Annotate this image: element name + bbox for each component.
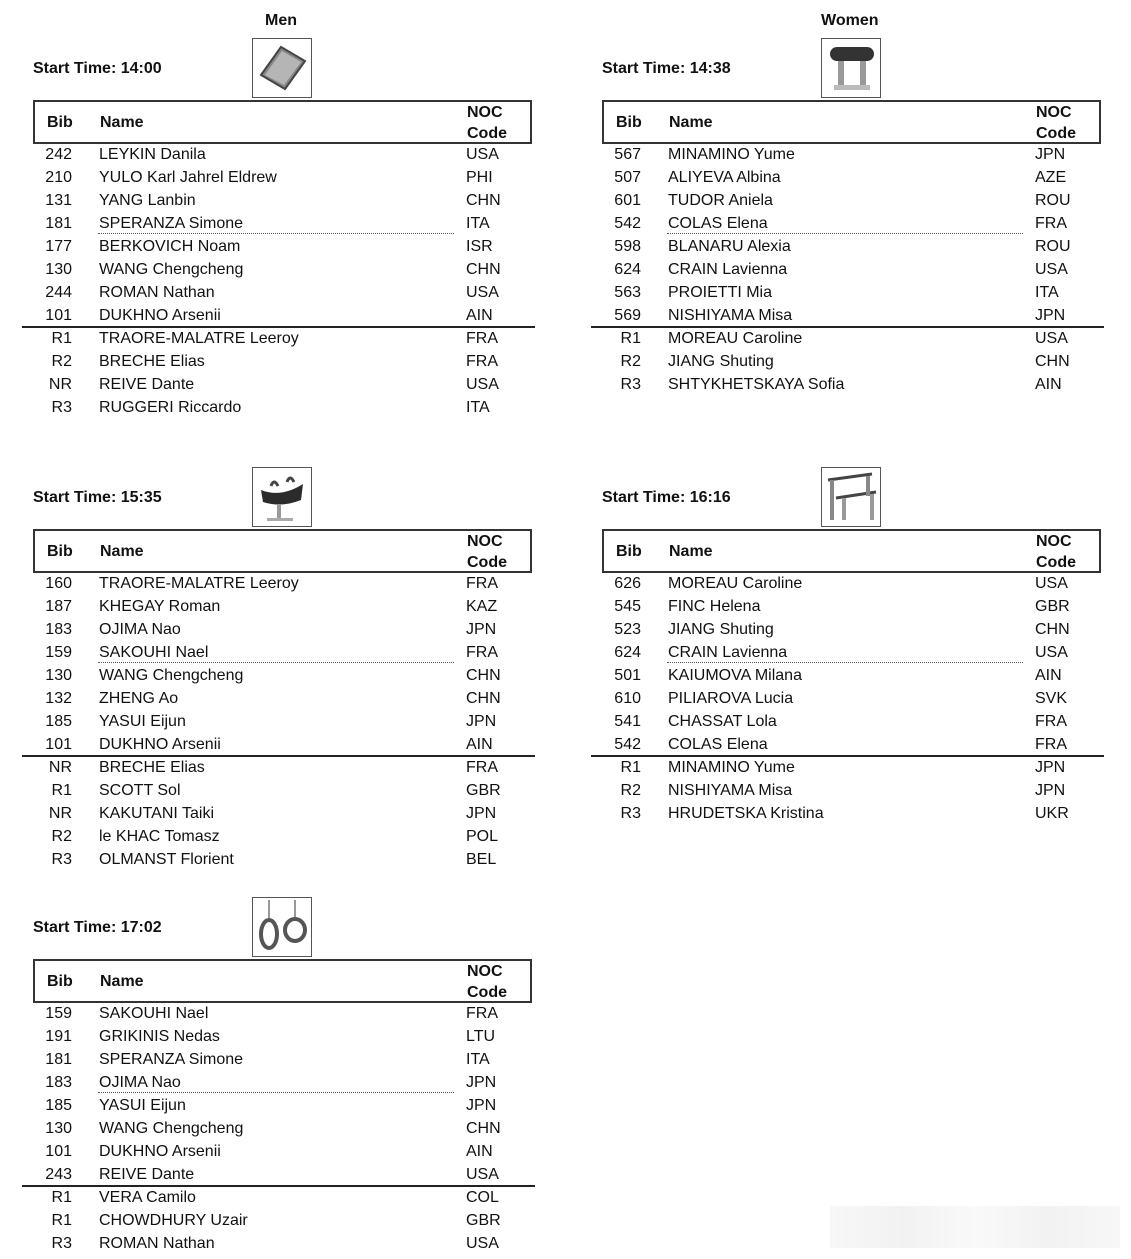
athlete-name: FINC Helena [668,598,761,615]
athlete-row [32,145,542,168]
athlete-row [601,283,1111,306]
apparatus-icon-frame [252,467,312,527]
athlete-name: BLANARU Alexia [668,238,791,255]
bib-number: 601 [614,192,641,209]
reserves-divider [22,326,535,328]
athlete-row [601,620,1111,643]
header-noc-code [1036,531,1076,573]
bib-number: 542 [614,736,641,753]
athlete-row [32,597,542,620]
athlete-name: ROMAN Nathan [99,284,215,301]
bib-number: 242 [45,146,72,163]
header-noc-line2: Code [467,125,507,142]
noc-code: USA [466,1166,499,1183]
athlete-name: KAKUTANI Taiki [99,805,214,822]
reserve-row [601,804,1111,827]
athlete-row [32,1142,542,1165]
bib-number: 130 [45,1120,72,1137]
athlete-name: KHEGAY Roman [99,598,221,615]
athlete-row [32,620,542,643]
header-name: Name [100,114,144,131]
table-header [602,100,1101,144]
bib-number: R1 [620,759,641,776]
bib-number: R1 [51,782,72,799]
noc-code: AIN [466,1143,493,1160]
bib-number: 183 [45,621,72,638]
table-header [33,529,532,573]
bib-number: NR [48,759,72,776]
blurred-watermark [830,1206,1120,1248]
bib-number: 624 [614,644,641,661]
dotted-divider [98,233,454,234]
athlete-name: LEYKIN Danila [99,146,206,163]
header-bib: Bib [616,543,642,560]
reserve-row [32,1234,542,1257]
athlete-name: REIVE Dante [99,376,195,393]
header-noc-code [1036,102,1076,144]
noc-code: ISR [466,238,493,255]
athlete-name: VERA Camilo [99,1189,196,1206]
noc-code: ITA [1035,284,1059,301]
dotted-divider [98,1092,454,1093]
athlete-row [32,191,542,214]
reserve-row [32,827,542,850]
noc-code: JPN [466,713,497,730]
reserve-row [32,1211,542,1234]
dotted-divider [667,662,1023,663]
noc-code: USA [466,376,499,393]
header-noc-line1: NOC [467,963,503,980]
bib-number: R1 [51,1212,72,1229]
athlete-name: MOREAU Caroline [668,330,803,347]
reserve-row [32,352,542,375]
noc-code: JPN [466,805,497,822]
athlete-name: GRIKINIS Nedas [99,1028,220,1045]
athlete-row [601,574,1111,597]
bib-number: R3 [620,805,641,822]
bib-number: NR [48,376,72,393]
noc-code: FRA [466,330,498,347]
athlete-name: MOREAU Caroline [668,575,803,592]
athlete-name: TRAORE-MALATRE Leeroy [99,575,299,592]
header-bib: Bib [47,973,73,990]
reserve-row [601,375,1111,398]
apparatus-icon-frame [252,38,312,98]
noc-code: SVK [1035,690,1068,707]
bib-number: 101 [45,307,72,324]
bib-number: 181 [45,215,72,232]
noc-code: AIN [466,736,493,753]
header-noc-line1: NOC [467,104,503,121]
bib-number: R2 [51,353,72,370]
noc-code: FRA [466,759,498,776]
bib-number: 210 [45,169,72,186]
athlete-name: YULO Karl Jahrel Eldrew [99,169,277,186]
athlete-name: YASUI Eijun [99,713,186,730]
noc-code: COL [466,1189,499,1206]
athlete-name: OJIMA Nao [99,621,181,638]
athlete-name: SPERANZA Simone [99,1051,244,1068]
noc-code: CHN [466,1120,501,1137]
header-noc-code [467,102,507,144]
noc-code: AIN [1035,667,1062,684]
athlete-name: CHASSAT Lola [668,713,777,730]
athlete-name: PROIETTI Mia [668,284,773,301]
athlete-name: YANG Lanbin [99,192,196,209]
athlete-row [32,712,542,735]
apparatus-icon-frame [252,897,312,957]
reserve-row [32,804,542,827]
noc-code: JPN [1035,307,1066,324]
bib-number: R1 [51,1189,72,1206]
women-heading: Women [821,12,879,29]
noc-code: FRA [1035,713,1067,730]
athlete-name: TRAORE-MALATRE Leeroy [99,330,299,347]
bib-number: 159 [45,644,72,661]
header-name: Name [100,973,144,990]
noc-code: GBR [466,1212,501,1229]
reserves-divider [591,326,1104,328]
floor-icon [253,39,311,97]
noc-code: USA [466,146,499,163]
athlete-name: COLAS Elena [668,736,768,753]
bib-number: 132 [45,690,72,707]
bib-number: 610 [614,690,641,707]
noc-code: CHN [1035,353,1070,370]
bib-number: R3 [51,399,72,416]
noc-code: CHN [466,690,501,707]
athlete-name: YASUI Eijun [99,1097,186,1114]
reserves-divider [591,755,1104,757]
athlete-name: OLMANST Florient [99,851,234,868]
athlete-row [601,168,1111,191]
athlete-name: PILIAROVA Lucia [668,690,794,707]
rings-icon [253,898,311,956]
header-noc-line2: Code [1036,125,1076,142]
athlete-row [32,260,542,283]
athlete-row [32,1050,542,1073]
noc-code: UKR [1035,805,1069,822]
athlete-name: ZHENG Ao [99,690,179,707]
bib-number: R3 [620,376,641,393]
noc-code: ITA [466,399,490,416]
start-time: Start Time: 14:00 [33,60,162,77]
noc-code: USA [466,284,499,301]
noc-code: KAZ [466,598,498,615]
athlete-row [601,712,1111,735]
athlete-name: BRECHE Elias [99,759,205,776]
athlete-name: JIANG Shuting [668,621,774,638]
athlete-name: BERKOVICH Noam [99,238,241,255]
bib-number: 501 [614,667,641,684]
athlete-name: SCOTT Sol [99,782,181,799]
noc-code: USA [1035,330,1068,347]
bib-number: 563 [614,284,641,301]
athlete-row [601,145,1111,168]
header-name: Name [669,543,713,560]
bib-number: 244 [45,284,72,301]
noc-code: JPN [466,1097,497,1114]
bib-number: 185 [45,1097,72,1114]
noc-code: ROU [1035,192,1071,209]
athlete-row [32,168,542,191]
athlete-row [32,283,542,306]
athlete-name: le KHAC Tomasz [99,828,220,845]
reserve-row [32,850,542,873]
dotted-divider [98,662,454,663]
reserve-row [601,352,1111,375]
reserve-row [32,781,542,804]
header-noc-line1: NOC [1036,533,1072,550]
bib-number: R1 [51,330,72,347]
athlete-row [32,1096,542,1119]
start-time: Start Time: 15:35 [33,489,162,506]
header-noc-line1: NOC [1036,104,1072,121]
bib-number: 185 [45,713,72,730]
bib-number: R3 [51,1235,72,1252]
noc-code: USA [1035,644,1068,661]
bib-number: 243 [45,1166,72,1183]
bib-number: 545 [614,598,641,615]
noc-code: POL [466,828,499,845]
bib-number: 187 [45,598,72,615]
apparatus-icon-frame [821,467,881,527]
athlete-row [32,237,542,260]
athlete-row [601,237,1111,260]
header-bib: Bib [616,114,642,131]
athlete-list [32,1004,542,1257]
athlete-name: ALIYEVA Albina [668,169,781,186]
athlete-name: DUKHNO Arsenii [99,1143,221,1160]
athlete-name: WANG Chengcheng [99,1120,244,1137]
athlete-row [601,191,1111,214]
athlete-name: NISHIYAMA Misa [668,307,793,324]
men-heading: Men [265,12,297,29]
start-time: Start Time: 17:02 [33,919,162,936]
bib-number: NR [48,805,72,822]
athlete-name: HRUDETSKA Kristina [668,805,824,822]
athlete-name: CRAIN Lavienna [668,261,788,278]
bib-number: 181 [45,1051,72,1068]
reserve-row [32,398,542,421]
athlete-name: SAKOUHI Nael [99,644,209,661]
noc-code: GBR [1035,598,1070,615]
bib-number: 507 [614,169,641,186]
noc-code: FRA [466,1005,498,1022]
vault-icon [822,39,880,97]
reserve-row [32,1188,542,1211]
header-noc-line2: Code [467,554,507,571]
athlete-row [32,1027,542,1050]
athlete-name: SHTYKHETSKAYA Sofia [668,376,845,393]
bib-number: 160 [45,575,72,592]
athlete-row [601,666,1111,689]
start-time: Start Time: 14:38 [602,60,731,77]
noc-code: USA [1035,261,1068,278]
athlete-row [601,260,1111,283]
reserve-row [32,758,542,781]
athlete-row [32,666,542,689]
bib-number: 130 [45,667,72,684]
pommel-horse-icon [253,468,311,526]
bib-number: 191 [45,1028,72,1045]
athlete-name: BRECHE Elias [99,353,205,370]
athlete-name: COLAS Elena [668,215,768,232]
bib-number: 101 [45,1143,72,1160]
bib-number: R2 [51,828,72,845]
athlete-name: ROMAN Nathan [99,1235,215,1252]
athlete-name: DUKHNO Arsenii [99,307,221,324]
dotted-divider [667,233,1023,234]
noc-code: PHI [466,169,493,186]
athlete-list [32,145,542,421]
noc-code: CHN [1035,621,1070,638]
athlete-name: MINAMINO Yume [668,759,795,776]
bib-number: 183 [45,1074,72,1091]
header-noc-line2: Code [1036,554,1076,571]
noc-code: JPN [1035,146,1066,163]
noc-code: JPN [1035,759,1066,776]
noc-code: CHN [466,261,501,278]
reserves-divider [22,1185,535,1187]
table-header [33,100,532,144]
athlete-list [601,574,1111,827]
reserve-row [601,329,1111,352]
athlete-name: CRAIN Lavienna [668,644,788,661]
athlete-row [601,597,1111,620]
noc-code: AIN [1035,376,1062,393]
header-name: Name [669,114,713,131]
reserve-row [601,758,1111,781]
bib-number: 177 [45,238,72,255]
bib-number: 569 [614,307,641,324]
reserve-row [601,781,1111,804]
bib-number: R2 [620,782,641,799]
start-time: Start Time: 16:16 [602,489,731,506]
noc-code: JPN [1035,782,1066,799]
noc-code: FRA [466,575,498,592]
noc-code: JPN [466,1074,497,1091]
athlete-list [32,574,542,873]
bib-number: 624 [614,261,641,278]
bib-number: 567 [614,146,641,163]
athlete-name: NISHIYAMA Misa [668,782,793,799]
bib-number: 131 [45,192,72,209]
athlete-name: REIVE Dante [99,1166,195,1183]
athlete-row [32,574,542,597]
noc-code: LTU [466,1028,496,1045]
athlete-row [601,689,1111,712]
noc-code: ROU [1035,238,1071,255]
athlete-name: DUKHNO Arsenii [99,736,221,753]
reserve-row [32,329,542,352]
noc-code: JPN [466,621,497,638]
header-bib: Bib [47,543,73,560]
athlete-row [32,1119,542,1142]
noc-code: USA [466,1235,499,1252]
reserve-row [32,375,542,398]
header-bib: Bib [47,114,73,131]
header-noc-line2: Code [467,984,507,1001]
noc-code: FRA [1035,215,1067,232]
athlete-name: JIANG Shuting [668,353,774,370]
athlete-name: CHOWDHURY Uzair [99,1212,248,1229]
bib-number: R1 [620,330,641,347]
bib-number: R2 [620,353,641,370]
noc-code: USA [1035,575,1068,592]
bib-number: 598 [614,238,641,255]
athlete-name: WANG Chengcheng [99,261,244,278]
noc-code: CHN [466,667,501,684]
noc-code: AIN [466,307,493,324]
bib-number: 159 [45,1005,72,1022]
header-noc-code [467,531,507,573]
bib-number: 101 [45,736,72,753]
header-noc-line1: NOC [467,533,503,550]
table-header [602,529,1101,573]
header-noc-code [467,961,507,1003]
noc-code: CHN [466,192,501,209]
athlete-name: OJIMA Nao [99,1074,181,1091]
athlete-row [32,689,542,712]
bib-number: 523 [614,621,641,638]
bib-number: 542 [614,215,641,232]
bib-number: 130 [45,261,72,278]
uneven-bars-icon [822,468,880,526]
athlete-name: SPERANZA Simone [99,215,244,232]
noc-code: FRA [466,644,498,661]
athlete-name: MINAMINO Yume [668,146,795,163]
noc-code: ITA [466,215,490,232]
athlete-name: WANG Chengcheng [99,667,244,684]
noc-code: FRA [1035,736,1067,753]
noc-code: GBR [466,782,501,799]
athlete-row [32,1004,542,1027]
athlete-name: RUGGERI Riccardo [99,399,242,416]
bib-number: 626 [614,575,641,592]
noc-code: ITA [466,1051,490,1068]
noc-code: BEL [466,851,497,868]
noc-code: FRA [466,353,498,370]
reserves-divider [22,755,535,757]
header-name: Name [100,543,144,560]
noc-code: AZE [1035,169,1067,186]
table-header [33,959,532,1003]
athlete-name: KAIUMOVA Milana [668,667,802,684]
athlete-name: SAKOUHI Nael [99,1005,209,1022]
athlete-name: TUDOR Aniela [668,192,773,209]
athlete-list [601,145,1111,398]
bib-number: 541 [614,713,641,730]
bib-number: R3 [51,851,72,868]
apparatus-icon-frame [821,38,881,98]
